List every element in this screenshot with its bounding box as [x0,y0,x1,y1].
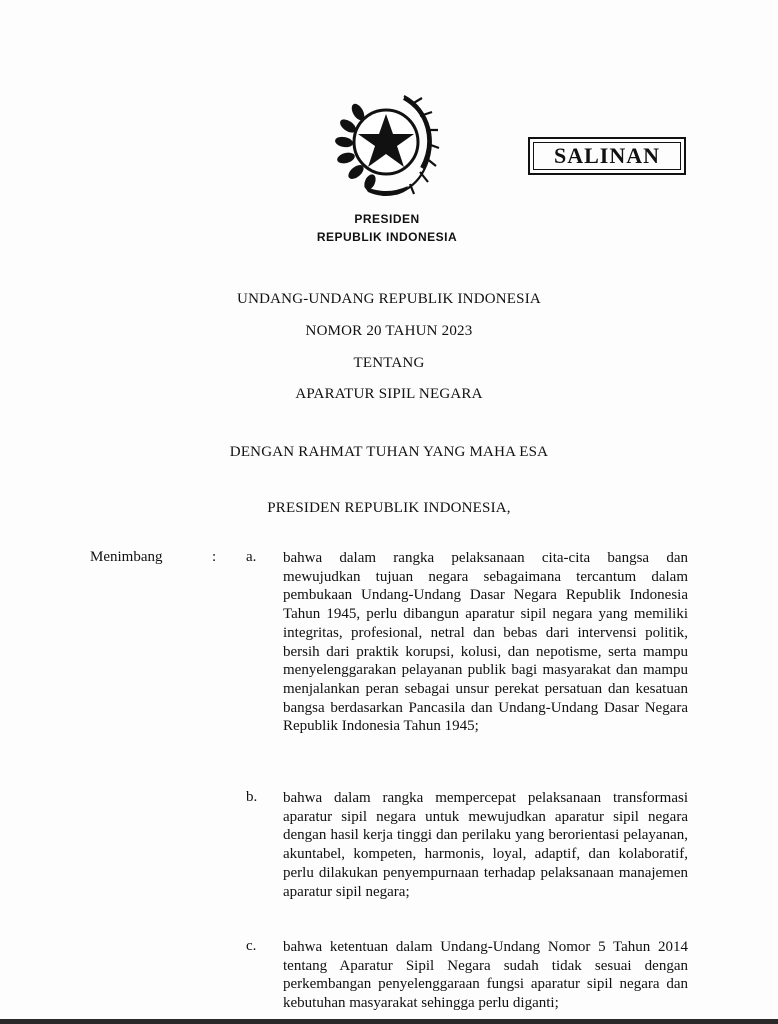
item-text-c: bahwa ketentuan dalam Undang-Undang Nomor 5 Tahun 2014 tentang Aparatur Sipil Negara sudah tidak sesuai dengan perkembangan penyelenggaraan fungsi aparatur sipil negara dan kebutuhan masyarakat sehingga perlu diganti; [283,939,688,1012]
law-number: NOMOR 20 TAHUN 2023 [305,323,473,339]
considering-label: Menimbang [90,549,163,565]
bottom-edge [0,1019,778,1024]
president-label: PRESIDEN [354,212,420,226]
salinan-label: SALINAN [553,143,661,168]
law-about: TENTANG [353,355,425,371]
preamble-grace: DENGAN RAHMAT TUHAN YANG MAHA ESA [229,444,549,460]
item-text-b: bahwa dalam rangka mempercepat pelaksanaan transformasi aparatur sipil negara untuk mewujudkan aparatur sipil negara dengan hasil kerja tinggi dan perilaku yang berorientasi pelayanan, akuntabel, kompeten, harmonis, loyal, adaptif, dan kolaboratif, perlu dilakukan penyempurnaan terhadap pelaksanaan manajemen aparatur sipil negara; [283,790,688,900]
item-letter-a: a. [246,549,257,565]
presidential-emblem-icon [334,90,440,198]
item-text-a: bahwa dalam rangka pelaksanaan cita-cita bangsa dan mewujudkan tujuan negara sebagaimana tercantum dalam pembukaan Undang-Undang Dasar Negara Republik Indonesia Tahun 1945, perlu dibangun aparatur sipil negara yang memiliki integritas, profesional, netral dan bebas dari intervensi politik, bersih dari praktik korupsi, kolusi, dan nepotisme, serta mampu menyelenggarakan pelayanan publik bagi masyarakat dan mampu menjalankan peran sebagai unsur perekat persatuan dan kesatuan bangsa berdasarkan Pancasila dan Undang-Undang Dasar Negara Republik Indonesia Tahun 1945; [283,550,688,735]
item-letter-c: c. [246,938,257,954]
considering-colon: : [212,549,217,565]
law-subject: APARATUR SIPIL NEGARA [295,386,483,402]
republic-label: REPUBLIK INDONESIA [316,230,458,244]
law-title: UNDANG-UNDANG REPUBLIK INDONESIA [237,291,541,307]
item-letter-b: b. [246,789,258,805]
preamble-president: PRESIDEN REPUBLIK INDONESIA, [267,500,511,516]
salinan-stamp [528,137,686,175]
